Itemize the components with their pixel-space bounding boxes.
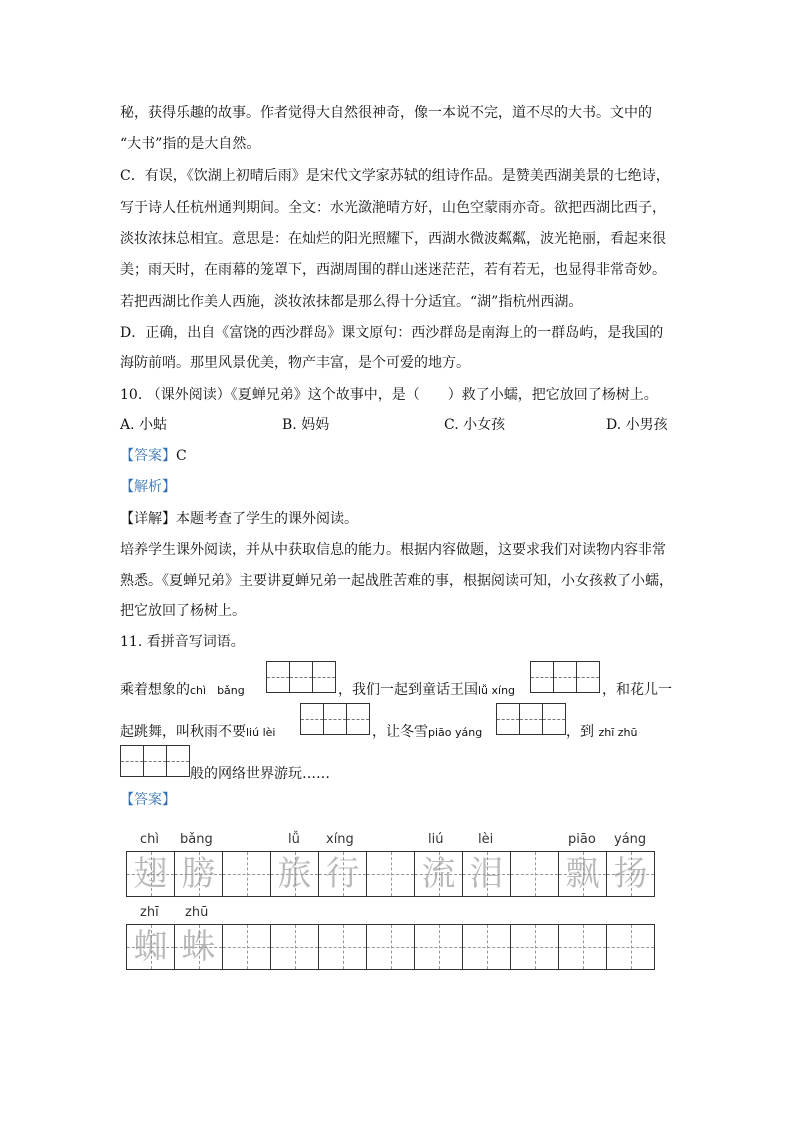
grid-pinyin: lǚ <box>288 832 300 847</box>
grid-cell: 流 <box>415 852 463 896</box>
analysis-line: 把它放回了杨树上。 <box>120 603 246 619</box>
grid-cell: 旅 <box>271 852 319 896</box>
q11-line-2 <box>120 722 275 743</box>
grid-cell: 泪 <box>463 852 511 896</box>
grid-cell: 蜘 <box>127 925 175 969</box>
grid-cell: 扬 <box>607 852 654 896</box>
q11-text: 起跳舞，叫秋雨不要 <box>120 724 246 740</box>
q11-text <box>372 722 482 743</box>
pinyin-chibang: chì bǎng <box>190 684 245 697</box>
option-d: D. 小男孩 <box>606 417 668 433</box>
grid-cell <box>367 852 415 896</box>
grid-pinyin: chì <box>140 832 159 847</box>
q11-text: 般的网络世界游玩…… <box>190 766 330 782</box>
q11-text <box>566 722 637 743</box>
option-c: C. 小女孩 <box>444 417 506 433</box>
grid-pinyin: piāo <box>568 832 596 847</box>
text-line: 淡妆浓抹总相宜。意思是：在灿烂的阳光照耀下，西湖水微波粼粼，波光艳丽，看起来很 <box>120 231 666 247</box>
grid-pinyin: lèi <box>478 832 494 847</box>
grid-cell: 翅 <box>127 852 175 896</box>
analysis-label: 【解析】 <box>120 479 176 495</box>
write-box-lvxing[interactable] <box>530 661 600 693</box>
grid-cell <box>511 925 559 969</box>
grid-pinyin: zhū <box>185 905 209 920</box>
text-line: D．正确，出自《富饶的西沙群岛》课文原句：西沙群岛是南海上的一群岛屿，是我国的 <box>120 325 664 341</box>
answer-grid-row-1 <box>126 851 655 897</box>
q11-text-segment: ，我们一起到童话王国 <box>338 682 478 698</box>
grid-cell <box>559 925 607 969</box>
write-box-liulei[interactable] <box>300 703 370 735</box>
grid-cell <box>367 925 415 969</box>
grid-cell <box>415 925 463 969</box>
detail-text: 本题考查了学生的课外阅读。 <box>176 511 358 527</box>
grid-cell <box>607 925 654 969</box>
grid-cell <box>223 925 271 969</box>
answer-line <box>120 446 187 466</box>
q11-text: 乘着想象的 <box>120 682 190 698</box>
grid-pinyin: yáng <box>614 832 647 847</box>
grid-cell <box>511 852 559 896</box>
grid-cell: 膀 <box>175 852 223 896</box>
grid-cell: 飘 <box>559 852 607 896</box>
q11-line-1 <box>120 680 245 701</box>
grid-pinyin: xíng <box>326 832 354 847</box>
q11-text: ，和花儿一 <box>602 682 672 698</box>
grid-cell: 行 <box>319 852 367 896</box>
option-a: A. 小蛄 <box>120 417 168 433</box>
question-10: 10. （课外阅读）《夏蝉兄弟》这个故事中，是（ ）救了小蠕，把它放回了杨树上。 <box>120 387 658 403</box>
write-box-piaoyang[interactable] <box>496 703 566 735</box>
text-line: 美；雨天时，在雨幕的笼罩下，西湖周围的群山迷迷茫茫，若有若无，也显得非常奇妙。 <box>120 262 666 278</box>
grid-cell <box>223 852 271 896</box>
detail-line <box>120 509 358 529</box>
answer-label: 【答案】 <box>120 448 176 464</box>
grid-cell <box>319 925 367 969</box>
text-line: 若把西湖比作美人西施，淡妆浓抹都是那么得十分适宜。“湖”指杭州西湖。 <box>120 294 583 310</box>
answer-grid-row-2 <box>126 924 655 970</box>
pinyin-zhizhu: zhī zhū <box>598 726 638 739</box>
text-line: 秘，获得乐趣的故事。作者觉得大自然很神奇，像一本说不完，道不尽的大书。文中的 <box>120 105 652 121</box>
pinyin-lvxing: lǚ xíng <box>478 684 516 697</box>
pinyin-liulei: liú lèi <box>246 726 276 739</box>
text-line: 写于诗人任杭州通判期间。全文：水光潋滟晴方好，山色空蒙雨亦奇。欲把西湖比西子， <box>120 200 666 216</box>
q11-text-segment: ，到 <box>566 724 594 740</box>
question-11-title: 11. 看拼音写词语。 <box>120 634 245 650</box>
q11-text <box>338 680 515 701</box>
grid-cell <box>463 925 511 969</box>
option-b: B. 妈妈 <box>282 417 330 433</box>
grid-cell: 蛛 <box>175 925 223 969</box>
grid-pinyin: liú <box>428 832 444 847</box>
write-box-zhizhu[interactable] <box>120 745 190 777</box>
answer-value: C <box>176 448 187 464</box>
answer-label-2: 【答案】 <box>120 792 176 808</box>
pinyin-piaoyang: piāo yáng <box>428 726 483 739</box>
write-box-chibang[interactable] <box>266 661 336 693</box>
text-line: 海防前哨。那里风景优美，物产丰富，是个可爱的地方。 <box>120 355 470 371</box>
text-line: C．有误，《饮湖上初晴后雨》是宋代文学家苏轼的组诗作品。是赞美西湖美景的七绝诗， <box>120 168 670 184</box>
text-line: “大书”指的是大自然。 <box>120 136 261 152</box>
grid-pinyin: bǎng <box>180 832 213 847</box>
analysis-line: 培养学生课外阅读，并从中获取信息的能力。根据内容做题，这要求我们对读物内容非常 <box>120 542 666 558</box>
grid-pinyin: zhī <box>140 905 159 920</box>
detail-label: 【详解】 <box>120 511 176 527</box>
q11-text-segment: ，让冬雪 <box>372 724 428 740</box>
grid-cell <box>271 925 319 969</box>
analysis-line: 熟悉。《夏蝉兄弟》主要讲夏蝉兄弟一起战胜苦难的事，根据阅读可知，小女孩救了小蠕， <box>120 573 673 589</box>
